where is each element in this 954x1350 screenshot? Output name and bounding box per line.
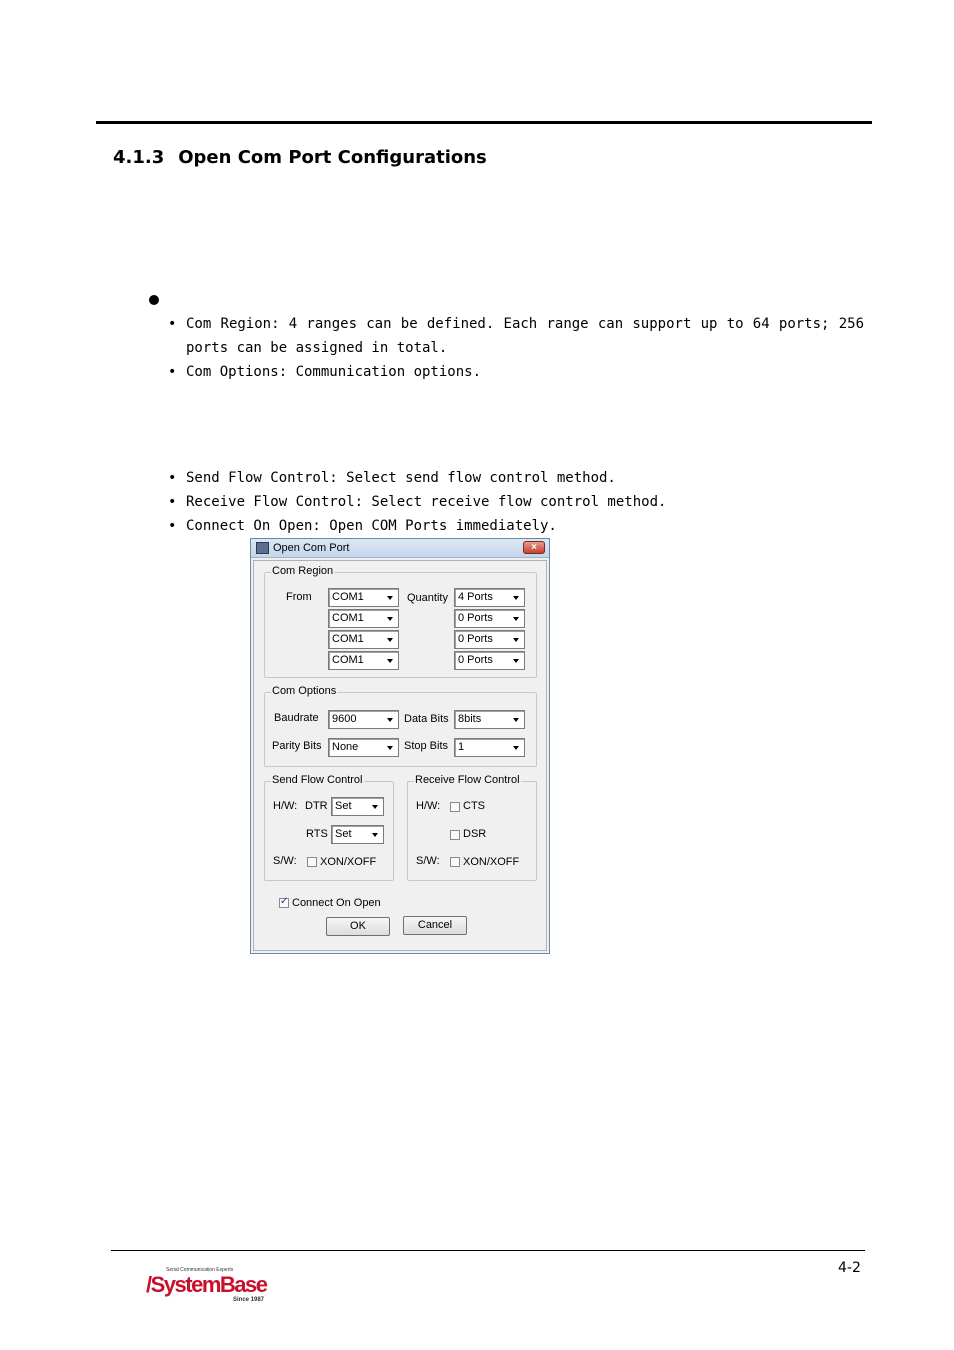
logo-since: Since 1987: [233, 1297, 265, 1303]
dialog-body: [253, 560, 547, 951]
chevron-down-icon: [513, 617, 519, 621]
parity-bits-label: Parity Bits: [272, 740, 322, 752]
dtr-combo[interactable]: Set: [331, 797, 384, 816]
send-xon-checkbox[interactable]: [307, 857, 317, 867]
chevron-down-icon: [387, 718, 393, 722]
stop-bits-label: Stop Bits: [404, 740, 449, 752]
top-rule: [96, 121, 872, 124]
recv-xon-label: XON/XOFF: [463, 856, 520, 868]
com-region-group: [264, 565, 537, 678]
send-flow-group: [264, 774, 394, 881]
cts-label: CTS: [463, 800, 485, 812]
chevron-down-icon: [387, 617, 393, 621]
quantity-combo-3[interactable]: 0 Ports: [454, 630, 525, 649]
connect-on-open-label: Connect On Open: [292, 897, 381, 909]
bullet-marker: •: [168, 518, 177, 534]
bullet-dot: [149, 295, 159, 305]
bullet-marker: •: [168, 470, 177, 486]
ok-button[interactable]: OK: [326, 917, 390, 936]
close-button[interactable]: ×: [523, 541, 545, 554]
page-number: 4-2: [838, 1260, 861, 1276]
recv-xon-checkbox[interactable]: [450, 857, 460, 867]
chevron-down-icon: [513, 638, 519, 642]
recv-flow-group: [407, 774, 537, 881]
quantity-combo-1[interactable]: 4 Ports: [454, 588, 525, 607]
send-sw-label: S/W:: [273, 855, 297, 867]
com-options-label: Com Options: [272, 685, 337, 697]
footer-rule: [111, 1250, 865, 1251]
open-com-port-dialog: [250, 538, 550, 954]
chevron-down-icon: [387, 638, 393, 642]
logo-brand: /SystemBase: [146, 1272, 267, 1297]
chevron-down-icon: [513, 746, 519, 750]
systembase-logo: [146, 1267, 276, 1307]
bullet-marker: •: [168, 364, 177, 380]
dialog-title: Open Com Port: [273, 542, 350, 554]
bullet-connect-open: • Connect On Open: Open COM Ports immediately.: [168, 518, 557, 534]
parity-combo[interactable]: None: [328, 738, 399, 757]
cancel-button[interactable]: Cancel: [403, 916, 467, 935]
from-combo-3[interactable]: COM1: [328, 630, 399, 649]
chevron-down-icon: [387, 596, 393, 600]
com-region-label: Com Region: [272, 565, 334, 577]
data-bits-label: Data Bits: [404, 713, 449, 725]
send-xon-label: XON/XOFF: [320, 856, 377, 868]
chevron-down-icon: [513, 659, 519, 663]
dtr-label: DTR: [305, 800, 328, 812]
baudrate-label: Baudrate: [274, 712, 319, 724]
bullet-marker: •: [168, 494, 177, 510]
chevron-down-icon: [513, 596, 519, 600]
bullet-marker: •: [168, 316, 177, 332]
chevron-down-icon: [387, 746, 393, 750]
connect-on-open-checkbox[interactable]: [279, 898, 289, 908]
data-bits-combo[interactable]: 8bits: [454, 710, 525, 729]
section-number: 4.1.3: [113, 147, 165, 168]
com-options-group: [264, 685, 537, 767]
quantity-combo-2[interactable]: 0 Ports: [454, 609, 525, 628]
send-hw-label: H/W:: [273, 800, 298, 812]
recv-sw-label: S/W:: [416, 855, 440, 867]
cts-checkbox[interactable]: [450, 802, 460, 812]
bullet-com-options: • Com Options: Communication options.: [168, 364, 482, 380]
section-title: Open Com Port Configurations: [178, 147, 487, 168]
chevron-down-icon: [513, 718, 519, 722]
bullet-com-region: • Com Region: 4 ranges can be defined. Each range can support up to 64 ports; 256: [168, 316, 864, 332]
quantity-label: Quantity: [407, 592, 448, 604]
rts-label: RTS: [306, 828, 328, 840]
dsr-checkbox[interactable]: [450, 830, 460, 840]
bullet-send-flow: • Send Flow Control: Select send flow control method.: [168, 470, 616, 486]
chevron-down-icon: [372, 833, 378, 837]
rts-combo[interactable]: Set: [331, 825, 384, 844]
from-combo-4[interactable]: COM1: [328, 651, 399, 670]
bullet-recv-flow: • Receive Flow Control: Select receive flow control method.: [168, 494, 667, 510]
dialog-titlebar: [251, 539, 549, 558]
app-icon: [256, 542, 269, 554]
stop-bits-combo[interactable]: 1: [454, 738, 525, 757]
chevron-down-icon: [387, 659, 393, 663]
quantity-combo-4[interactable]: 0 Ports: [454, 651, 525, 670]
recv-hw-label: H/W:: [416, 800, 441, 812]
section-heading: [113, 147, 487, 168]
from-label: From: [286, 591, 312, 603]
from-combo-1[interactable]: COM1: [328, 588, 399, 607]
chevron-down-icon: [372, 805, 378, 809]
recv-flow-label: Receive Flow Control: [415, 774, 520, 786]
dsr-label: DSR: [463, 828, 487, 840]
send-flow-label: Send Flow Control: [272, 774, 363, 786]
logo-tagline: Serial Communication Experts: [166, 1267, 234, 1273]
from-combo-2[interactable]: COM1: [328, 609, 399, 628]
baudrate-combo[interactable]: 9600: [328, 710, 399, 729]
bullet-com-region-cont: ports can be assigned in total.: [186, 340, 448, 356]
